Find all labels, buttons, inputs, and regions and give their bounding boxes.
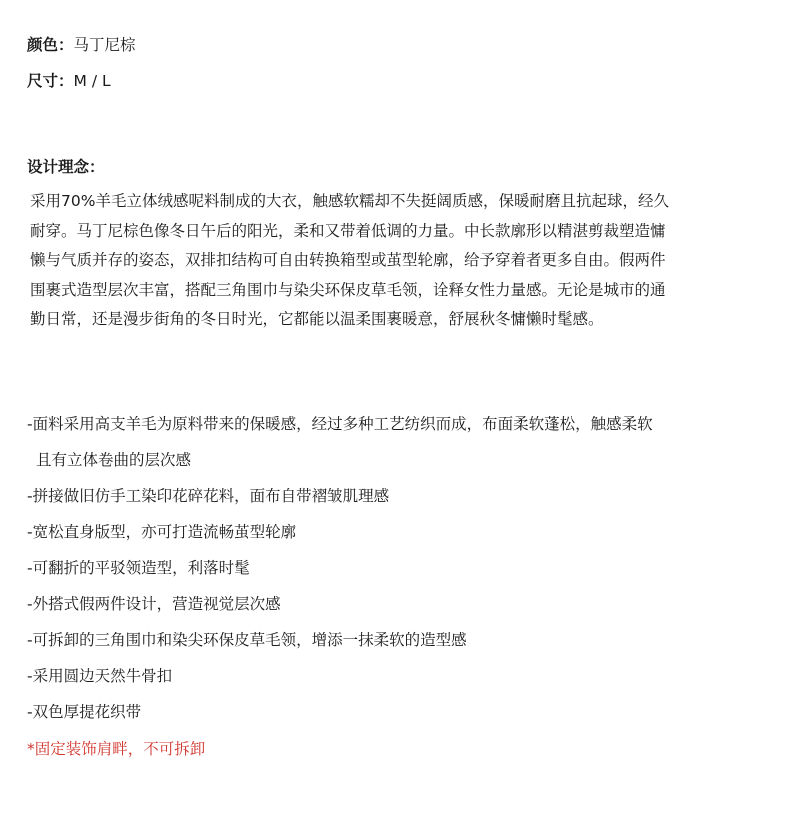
- feature-item: -可拆卸的三角围巾和染尖环保皮草毛领，增添一抹柔软的造型感: [27, 631, 467, 649]
- size-label: 尺寸：: [27, 72, 74, 90]
- feature-text: -面料采用高支羊毛为原料带来的保暖感，经过多种工艺纺织而成，布面柔软蓬松，触感柔软: [27, 415, 653, 433]
- feature-text-continued: 且有立体卷曲的层次感: [36, 451, 192, 469]
- concept-line: 耐穿。马丁尼棕色像冬日午后的阳光，柔和又带着低调的力量。中长款廓形以精湛剪裁塑造慵: [30, 221, 666, 240]
- feature-item: -双色厚提花织带: [27, 703, 142, 721]
- feature-item: -外搭式假两件设计，营造视觉层次感: [27, 595, 281, 613]
- concept-line: 懒与气质并存的姿态，双排扣结构可自由转换箱型或茧型轮廓，给予穿着者更多自由。假两件: [30, 251, 666, 270]
- fixed-decoration-note: *固定装饰肩畔，不可拆卸: [27, 740, 206, 758]
- concept-line: 围裹式造型层次丰富，搭配三角围巾与染尖环保皮草毛领，诠释女性力量感。无论是城市的通: [30, 280, 666, 299]
- concept-line: 勤日常，还是漫步街角的冬日时光，它都能以温柔围裹暖意，舒展秋冬慵懒时髦感。: [30, 310, 604, 329]
- color-label: 颜色：: [27, 36, 74, 54]
- size-spec: [27, 71, 111, 91]
- feature-item: -宽松直身版型，亦可打造流畅茧型轮廓: [27, 523, 297, 541]
- color-spec: [27, 35, 136, 55]
- feature-item: -可翻折的平驳领造型，利落时髦: [27, 559, 250, 577]
- feature-list: [27, 414, 772, 738]
- color-value: 马丁尼棕: [73, 36, 136, 54]
- feature-item: -拼接做旧仿手工染印花碎花料，面布自带褶皱肌理感: [27, 487, 390, 505]
- feature-item: -采用圆边天然牛骨扣: [27, 667, 173, 685]
- size-value: M / L: [73, 72, 111, 90]
- concept-line: 采用70%羊毛立体绒感呢料制成的大衣，触感软糯却不失挺阔质感，保暖耐磨且抗起球，经久: [30, 192, 669, 210]
- concept-title: 设计理念：: [27, 158, 105, 176]
- feature-item: [27, 414, 772, 470]
- concept-paragraph: [30, 187, 775, 335]
